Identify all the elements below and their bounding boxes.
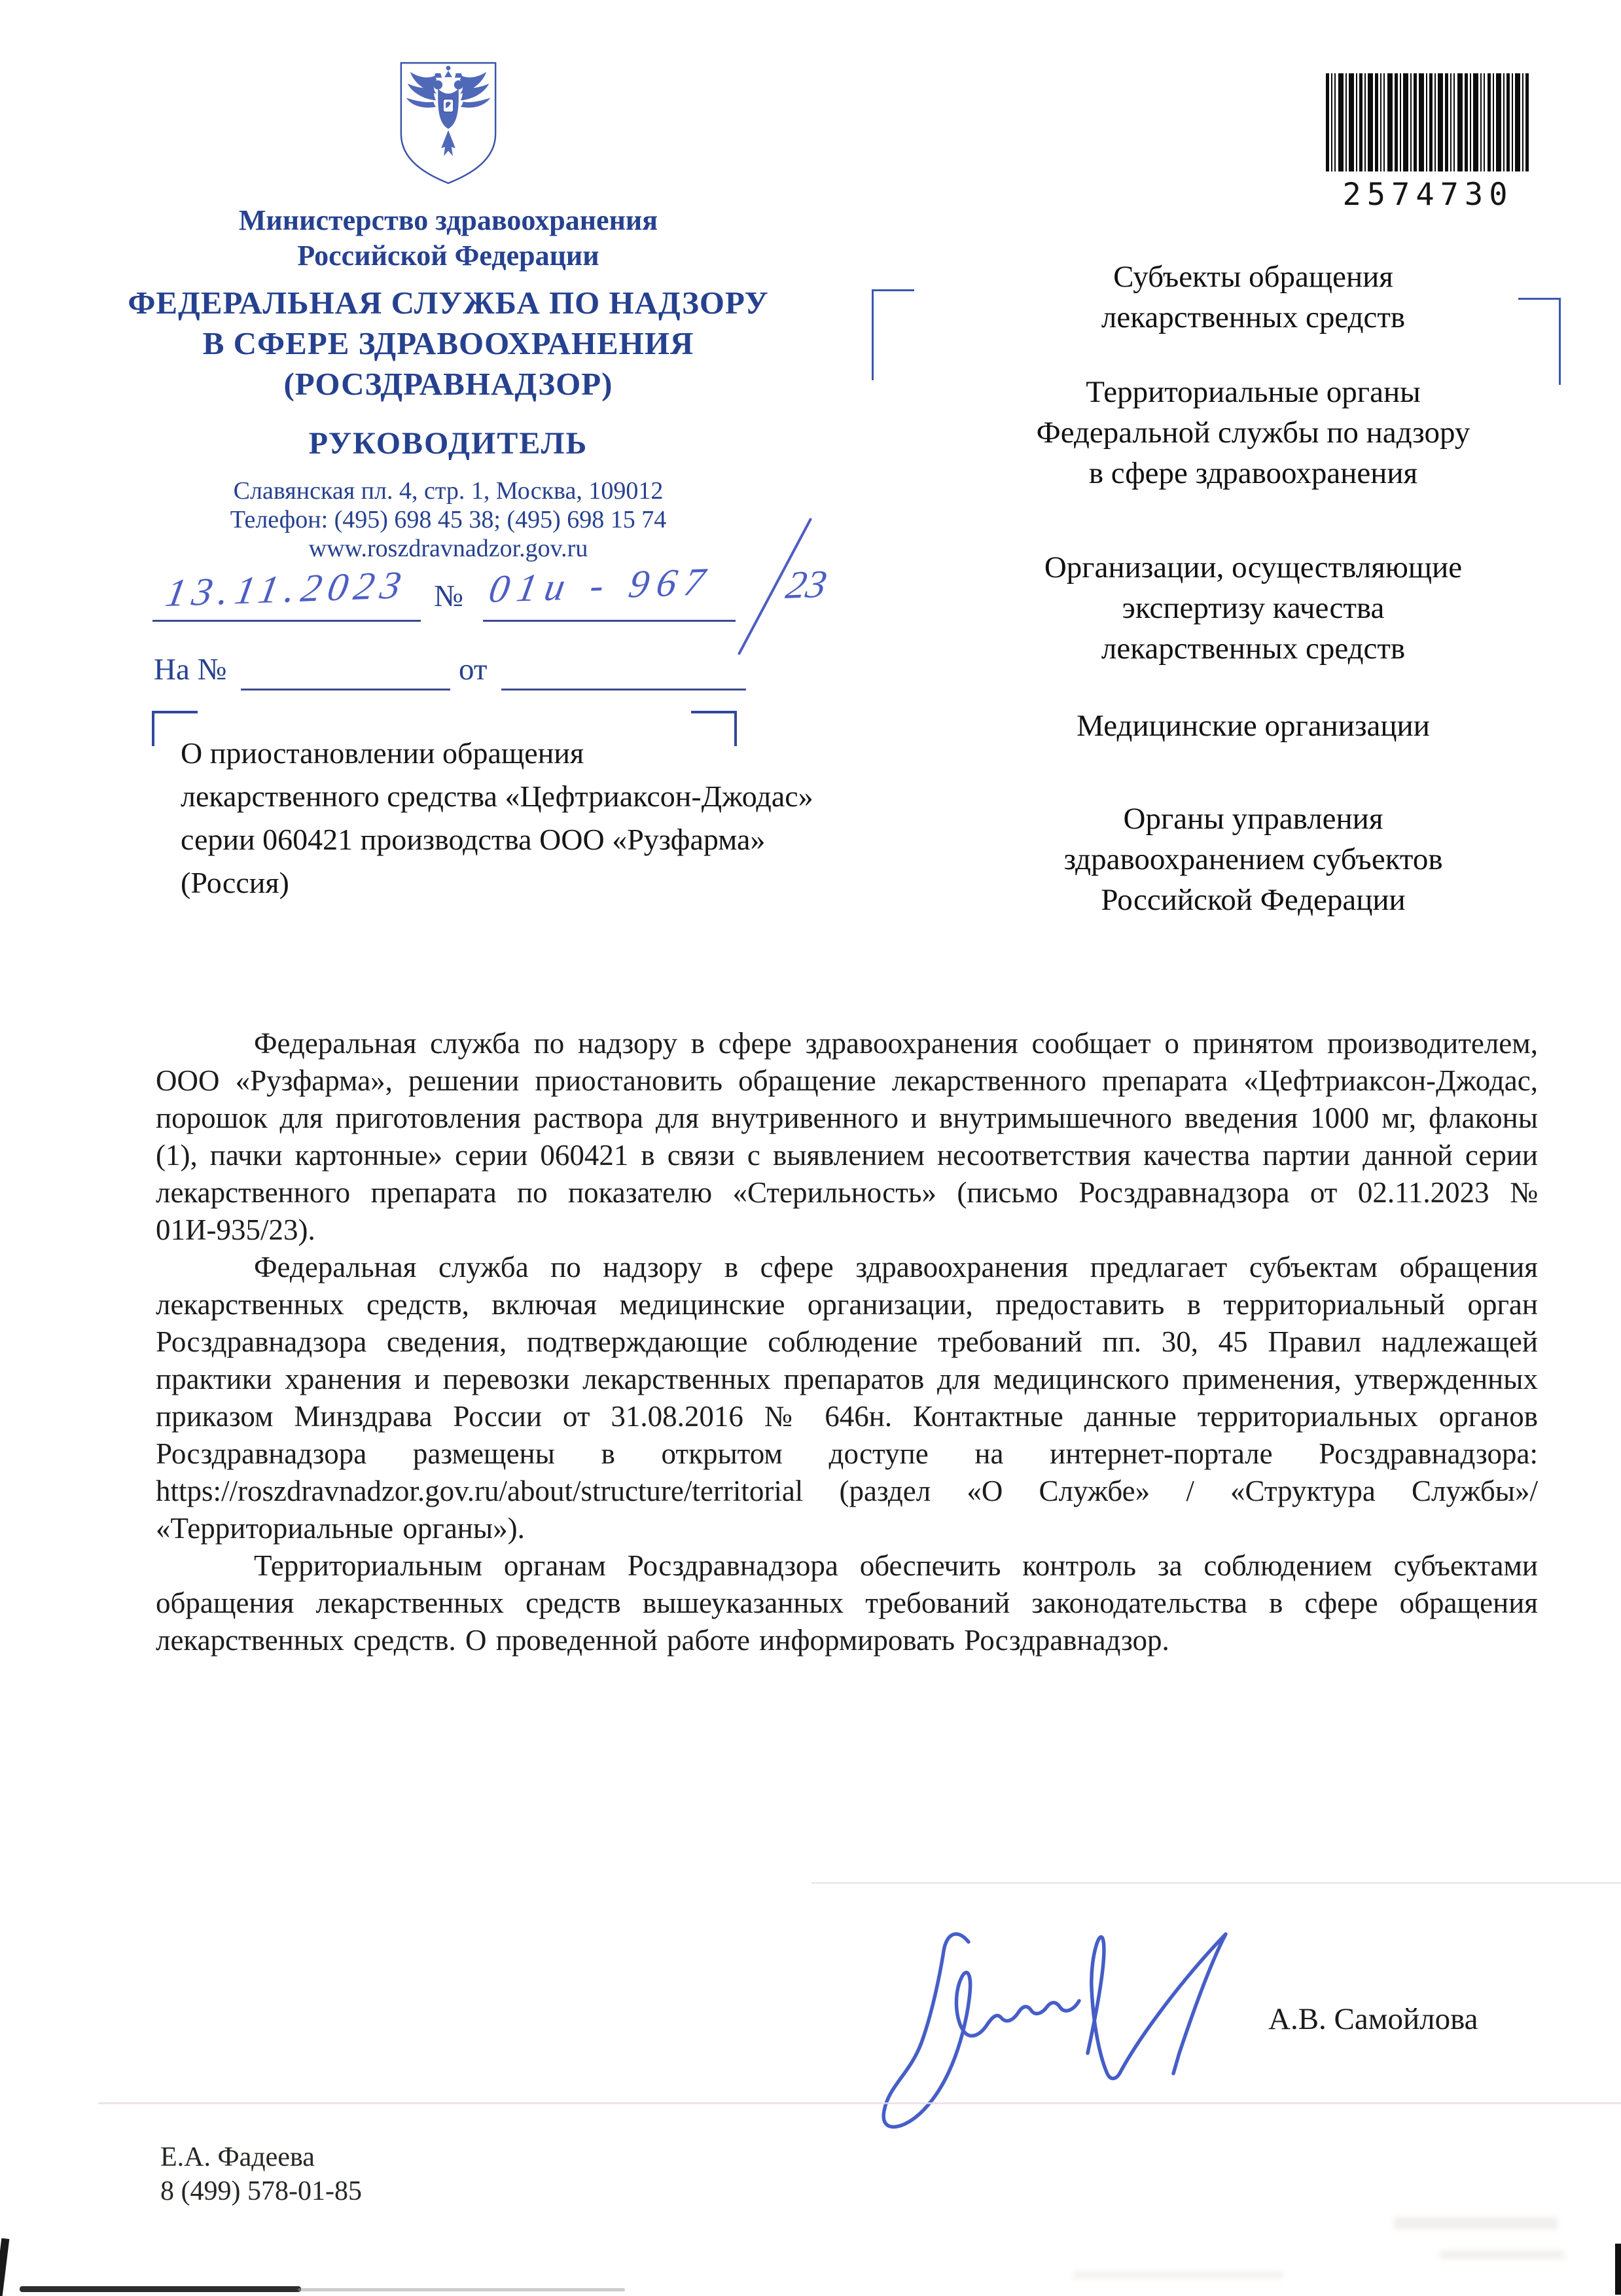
reply-from-underline (501, 689, 746, 691)
reply-no-underline (241, 689, 450, 691)
letterhead (92, 58, 805, 563)
executor-phone: 8 (499) 578-01-85 (160, 2176, 362, 2206)
recipient-group (921, 257, 1585, 338)
website: www.roszdravnadzor.gov.ru (308, 535, 588, 562)
scan-artifact-smudge (1440, 2250, 1564, 2259)
subject-block (181, 732, 953, 905)
subject-line: лекарственного средства «Цефтриаксон-Джодас» (181, 780, 813, 813)
handwritten-number-year: 23 (783, 562, 830, 607)
postal-address: Славянская пл. 4, стр. 1, Москва, 109012 (233, 477, 664, 505)
scan-artifact-edge (1615, 2244, 1621, 2295)
recipient-line: лекарственных средств (1101, 632, 1406, 666)
body-paragraph: Федеральная служба по надзору в сфере здравоохранения предлагает субъектам обращения лекарственных средств, включая медицинские организации, предоставить в территориальный орган Росздравнадзора сведения, подтверждающие соблюдение требований пп. 30, 45 Правил надлежащей практики хранения и перевозки лекарственных препаратов для медицинского применения, утвержденных приказом Минздрава России от 31.08.2016 № 646н. Контактные данные территориальных органов Росздравнадзора размещены в открытом доступе на интернет-портале Росздравнадзора: https://roszdravnadzor.gov.ru/about/structure/territorial (раздел «О Службе» / «Структура Службы»/ «Территориальные органы»). (156, 1251, 1538, 1545)
recipient-group (921, 372, 1585, 493)
recipient-line: Медицинские организации (1077, 709, 1430, 743)
ministry-name (92, 203, 805, 274)
phone-line: Телефон: (495) 698 45 38; (495) 698 15 74 (230, 506, 667, 533)
scan-artifact-edge (20, 2286, 301, 2292)
recipient-line: здравоохранением субъектов (1063, 842, 1443, 876)
body-paragraph: Территориальным органам Росздравнадзора обеспечить контроль за соблюдением субъектами обращения лекарственных средств вышеуказанных требований законодательства в сфере обращения лекарственных средств. О проведенной работе информировать Росздравнадзор. (156, 1549, 1538, 1657)
scan-artifact-edge (0, 2238, 9, 2296)
recipient-line: лекарственных средств (1101, 300, 1406, 334)
signatory-name: А.В. Самойлова (1268, 2002, 1478, 2036)
body-paragraph: Федеральная служба по надзору в сфере здравоохранения сообщает о принятом производителем, ООО «Рузфарма», решении приостановить обращение лекарственного препарата «Цефтриаксон-Джодас, порошок для приготовления раствора для внутривенного и внутримышечного введения 1000 мг, флаконы (1), пачки картонные» серии 060421 в связи с выявлением несоответствия качества партии данной серии лекарственного препарата по показателю «Стерильность» (письмо Росздравнадзора от 02.11.2023 № 01И-935/23). (156, 1027, 1538, 1246)
recipients-column (921, 0, 1585, 982)
scan-artifact-smudge (1394, 2217, 1558, 2229)
subject-line: (Россия) (181, 866, 289, 899)
post-title: РУКОВОДИТЕЛЬ (308, 426, 588, 461)
date-underline (152, 620, 421, 622)
recipient-line: Российской Федерации (1101, 883, 1406, 917)
recipient-line: Организации, осуществляющие (1044, 550, 1463, 584)
recipient-line: Федеральной службы по надзору (1036, 416, 1470, 450)
reply-from-label: от (459, 653, 488, 687)
recipient-line: экспертизу качества (1122, 591, 1385, 625)
service-line1: ФЕДЕРАЛЬНАЯ СЛУЖБА ПО НАДЗОРУ (128, 285, 769, 321)
subject-line: серии 060421 производства ООО «Рузфарма» (181, 823, 766, 856)
barcode-number: 2574730 (1342, 177, 1514, 213)
scan-artifact-edge (298, 2288, 625, 2291)
scan-artifact-fold-line (811, 1882, 1621, 1884)
executor-name: Е.А. Фадеева (160, 2142, 315, 2172)
handwritten-signature (870, 1914, 1250, 2130)
ministry-line2: Российской Федерации (297, 240, 599, 272)
ministry-line1: Министерство здравоохранения (238, 204, 658, 236)
recipients-corner-mark-left (872, 289, 914, 380)
recipient-group (921, 706, 1585, 746)
scan-artifact-fold-line (98, 2102, 1621, 2104)
number-underline (483, 620, 736, 622)
recipient-line: Субъекты обращения (1113, 260, 1393, 294)
reply-no-label: На № (154, 653, 227, 687)
recipient-group (921, 547, 1585, 669)
handwritten-number: 01и - 967 (486, 560, 717, 611)
contact-block (92, 476, 805, 563)
subject-line: О приостановлении обращения (181, 736, 584, 770)
recipient-group (921, 798, 1585, 920)
number-sign: № (434, 579, 463, 613)
service-name (92, 283, 805, 404)
recipient-line: в сфере здравоохранения (1088, 456, 1418, 490)
coat-of-arms-icon (393, 58, 503, 187)
service-line3: (РОСЗДРАВНАДЗОР) (283, 366, 613, 402)
recipient-line: Территориальные органы (1086, 375, 1421, 409)
executor-block (160, 2140, 362, 2208)
service-line2: В СФЕРЕ ЗДРАВООХРАНЕНИЯ (202, 325, 694, 361)
handwritten-date: 13.11.2023 (162, 563, 412, 615)
scan-artifact-smudge (1073, 2271, 1283, 2279)
letter-body (156, 1025, 1538, 1659)
recipient-line: Органы управления (1123, 802, 1383, 836)
